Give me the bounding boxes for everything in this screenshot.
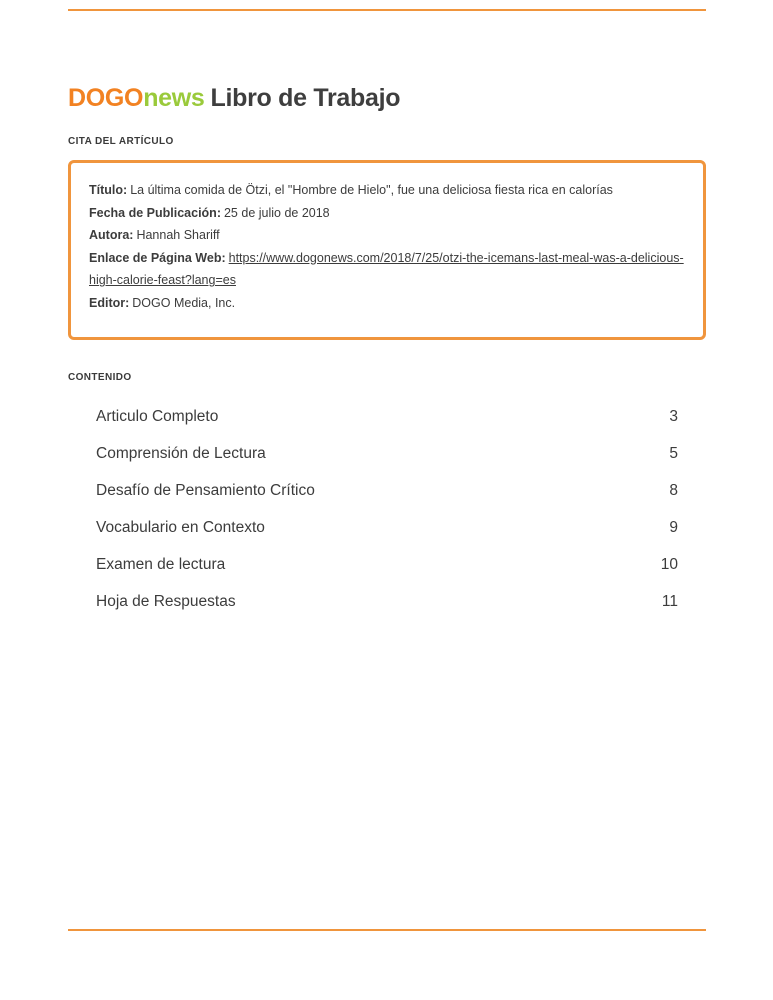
- article-url-link[interactable]: https://www.dogonews.com/2018/7/25/otzi-the-icemans-last-meal-was-a-delicious-high-calorie-feast?lang=es: [89, 250, 684, 288]
- contents-heading: CONTENIDO: [68, 372, 132, 383]
- citation-fields: [89, 179, 685, 315]
- citation-field-label: Título:: [89, 183, 128, 197]
- toc-item-page-number: 3: [669, 407, 678, 425]
- toc-row: [68, 472, 706, 509]
- top-divider: [68, 9, 706, 11]
- citation-field: [89, 224, 685, 247]
- table-of-contents: [68, 398, 706, 620]
- toc-item-page-number: 9: [669, 518, 678, 536]
- toc-item-title: Articulo Completo: [96, 407, 219, 425]
- citation-box: [68, 160, 706, 340]
- citation-field: [89, 247, 685, 292]
- bottom-divider: [68, 929, 706, 931]
- toc-item-title: Vocabulario en Contexto: [96, 518, 265, 536]
- toc-item-page-number: 10: [660, 555, 678, 573]
- citation-field-label: Enlace de Página Web:: [89, 250, 226, 265]
- header: [68, 0, 706, 113]
- toc-item-page-number: 5: [669, 444, 678, 462]
- citation-field: [89, 292, 685, 315]
- toc-item-title: Hoja de Respuestas: [96, 592, 236, 610]
- toc-row: [68, 583, 706, 620]
- dogonews-logo-dogo: DOGO: [68, 84, 144, 112]
- toc-row: [68, 435, 706, 472]
- toc-item-title: Examen de lectura: [96, 555, 226, 573]
- toc-row: [68, 509, 706, 546]
- citation-field-label: Editor:: [89, 295, 130, 310]
- citation-field-label: Autora:: [89, 228, 134, 243]
- toc-item-page-number: 8: [669, 481, 678, 499]
- citation-field-value: Hannah Shariff: [136, 228, 220, 243]
- toc-item-title: Desafío de Pensamiento Crítico: [96, 481, 315, 499]
- dogonews-logo-news: news: [143, 84, 205, 112]
- page-title: Libro de Trabajo: [210, 84, 401, 112]
- toc-row: [68, 398, 706, 435]
- citation-field: [89, 202, 685, 225]
- citation-field-value: DOGO Media, Inc.: [132, 295, 236, 310]
- toc-item-page-number: 11: [661, 592, 678, 610]
- toc-item-title: Comprensión de Lectura: [96, 444, 266, 462]
- citation-field-value: 25 de julio de 2018: [223, 205, 330, 220]
- toc-row: [68, 546, 706, 583]
- citation-field-label: Fecha de Publicación:: [89, 205, 221, 220]
- citation-field-value: La última comida de Ötzi, el "Hombre de Hielo", fue una deliciosa fiesta rica en calorías: [130, 183, 613, 197]
- citation-field: [89, 179, 685, 202]
- citation-heading: CITA DEL ARTÍCULO: [68, 136, 174, 147]
